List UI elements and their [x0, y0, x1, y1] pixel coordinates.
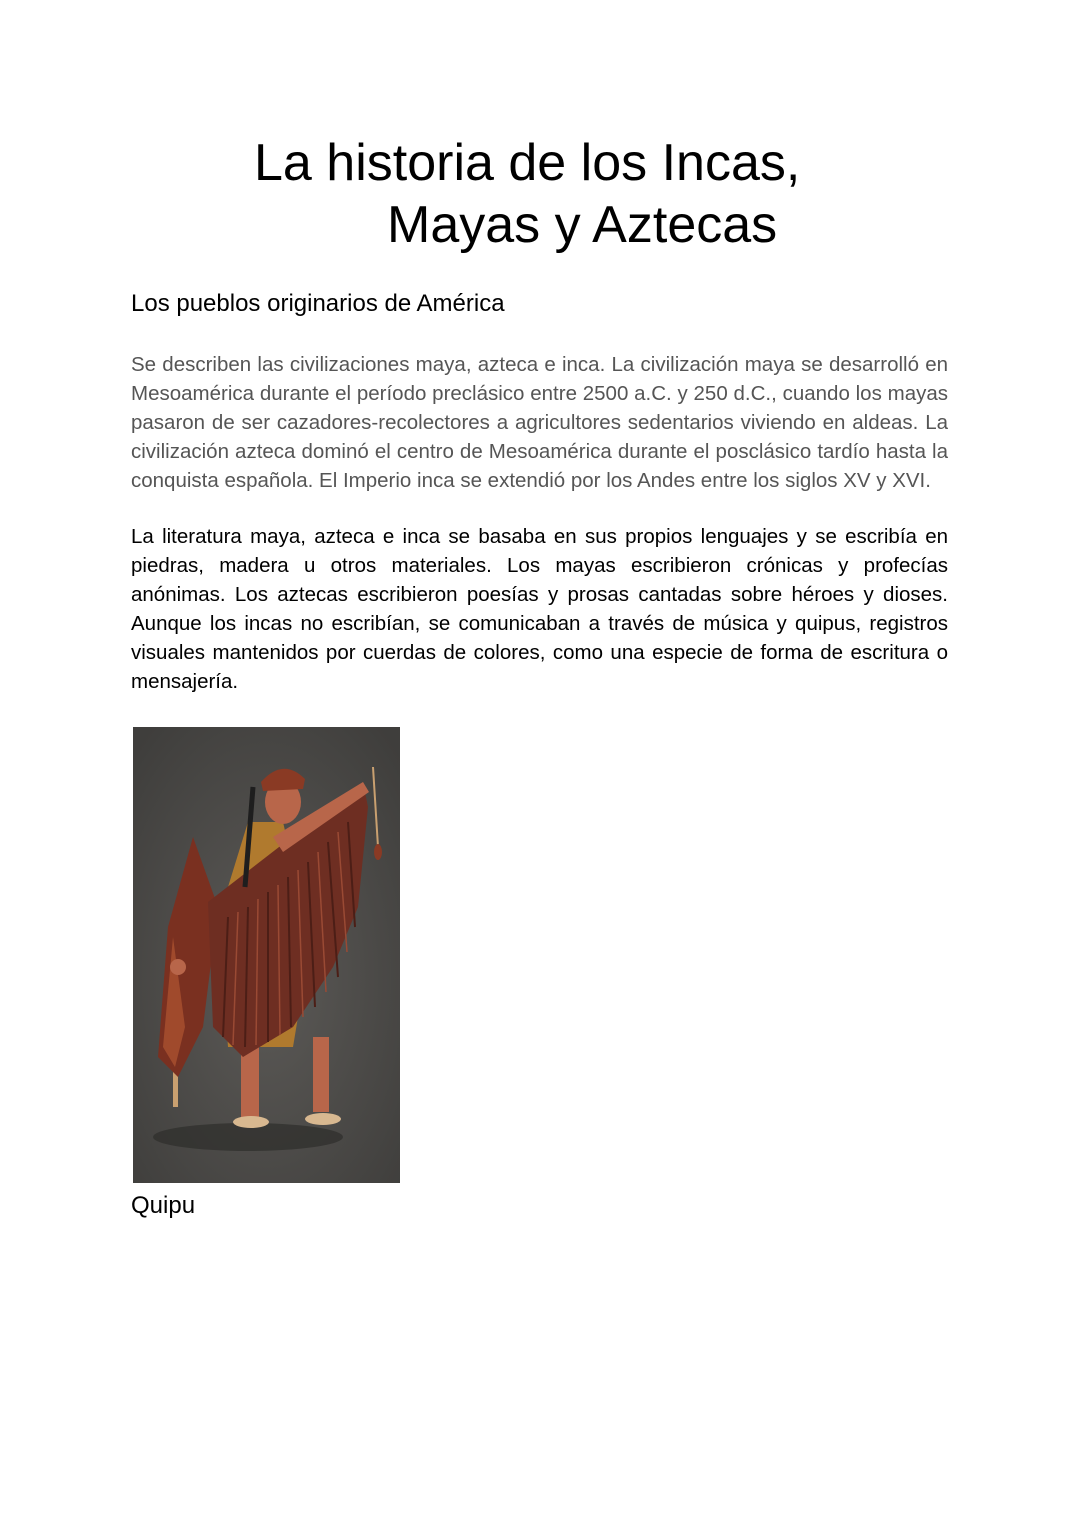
quipu-illustration: [133, 727, 400, 1183]
page-title-line-1: La historia de los Incas,: [254, 134, 801, 192]
page-title-line-2: Mayas y Aztecas: [387, 196, 778, 254]
paragraph-civilizations: Se describen las civilizaciones maya, azteca e inca. La civilización maya se desarrolló en Mesoamérica durante el período preclásico entre 2500 a.C. y 250 d.C., cuando los mayas pasaron de ser cazadores-recolectores a agricultores sedentarios viviendo en aldeas. La civilización azteca dominó el centro de Mesoamérica durante el posclásico tardío hasta la conquista española. El Imperio inca se extendió por los Andes entre los siglos XV y XVI.: [131, 353, 948, 492]
paragraph-literature: La literatura maya, azteca e inca se basaba en sus propios lenguajes y se escribía en piedras, madera u otros materiales. Los mayas escribieron crónicas y profecías anónimas. Los aztecas escribieron poesías y prosas cantadas sobre héroes y dioses. Aunque los incas no escribían, se comunicaban a través de música y quipus, registros visuales mantenidos por cuerdas de colores, como una especie de forma de escritura o mensajería.: [131, 525, 948, 693]
section-subtitle: Los pueblos originarios de América: [131, 290, 505, 317]
figure-caption: Quipu: [131, 1192, 196, 1219]
